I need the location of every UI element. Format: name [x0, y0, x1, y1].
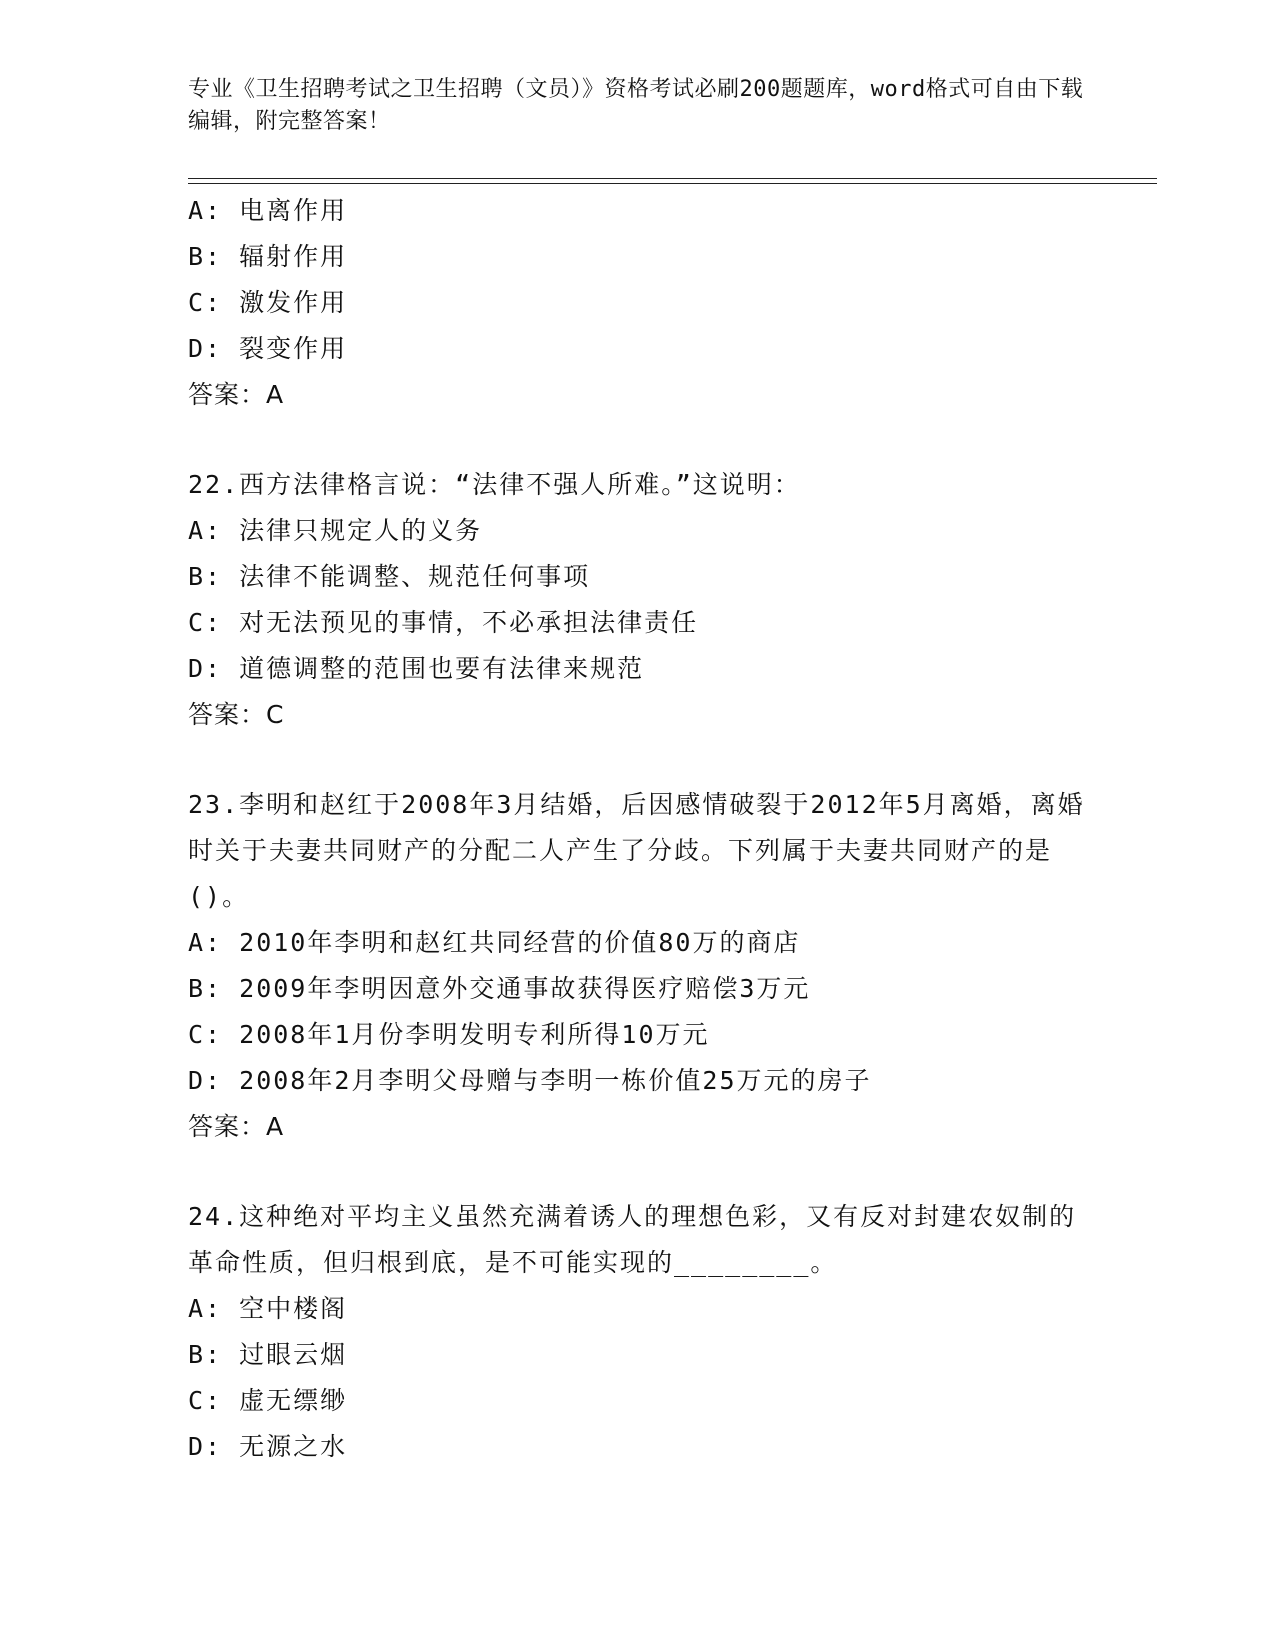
question-21: [188, 188, 1088, 418]
option-a: A: 电离作用: [188, 196, 348, 225]
option-c: C: 2008年1月份李明发明专利所得10万元: [188, 1020, 710, 1049]
document-header: [188, 74, 1088, 138]
option-d: D: 无源之水: [188, 1432, 348, 1461]
spacer: [188, 1150, 1088, 1194]
question-23: [188, 782, 1088, 1150]
option-c: C: 激发作用: [188, 288, 348, 317]
header-rule-bottom: [188, 183, 1157, 184]
option-d: D: 裂变作用: [188, 334, 348, 363]
answer: 答案：C: [188, 700, 285, 729]
answer: 答案：A: [188, 380, 285, 409]
question-22: [188, 462, 1088, 738]
option-b: B: 法律不能调整、规范任何事项: [188, 562, 591, 591]
answer: 答案：A: [188, 1112, 285, 1141]
question-content: [188, 188, 1088, 1470]
spacer: [188, 738, 1088, 782]
spacer: [188, 418, 1088, 462]
option-a: A: 2010年李明和赵红共同经营的价值80万的商店: [188, 928, 801, 957]
option-a: A: 空中楼阁: [188, 1294, 348, 1323]
option-b: B: 辐射作用: [188, 242, 348, 271]
question-24: [188, 1194, 1088, 1470]
option-c: C: 对无法预见的事情，不必承担法律责任: [188, 608, 699, 637]
question-stem: 22.西方法律格言说：“法律不强人所难。”这说明：: [188, 470, 801, 499]
question-stem: 24.这种绝对平均主义虽然充满着诱人的理想色彩，又有反对封建农奴制的革命性质，但归根到底，是不可能实现的________。: [188, 1202, 1077, 1277]
option-a: A: 法律只规定人的义务: [188, 516, 483, 545]
option-b: B: 2009年李明因意外交通事故获得医疗赔偿3万元: [188, 974, 811, 1003]
header-rule-top: [188, 178, 1157, 179]
option-d: D: 道德调整的范围也要有法律来规范: [188, 654, 645, 683]
question-stem: 23.李明和赵红于2008年3月结婚，后因感情破裂于2012年5月离婚，离婚时关于夫妻共同财产的分配二人产生了分歧。下列属于夫妻共同财产的是()。: [188, 790, 1085, 911]
option-b: B: 过眼云烟: [188, 1340, 348, 1369]
header-text: 专业《卫生招聘考试之卫生招聘（文员）》资格考试必刷200题题库，word格式可自由下载编辑，附完整答案！: [188, 77, 1084, 134]
option-c: C: 虚无缥缈: [188, 1386, 348, 1415]
option-d: D: 2008年2月李明父母赠与李明一栋价值25万元的房子: [188, 1066, 872, 1095]
